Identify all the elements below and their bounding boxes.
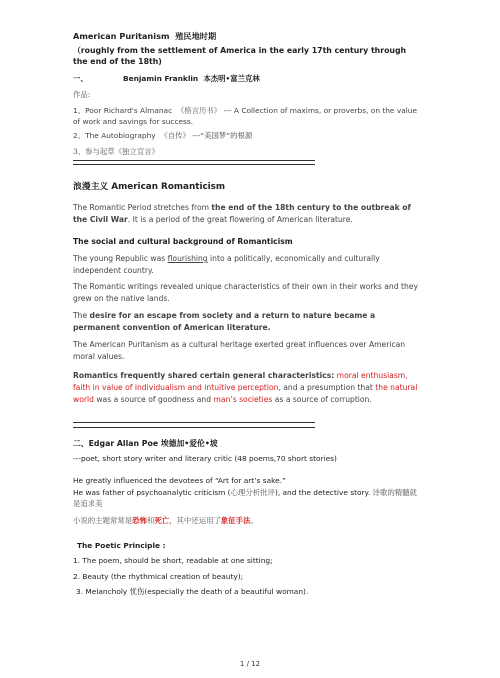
divider: [73, 164, 315, 165]
divider: [73, 160, 315, 161]
principle-item-1: 1. The poem, should be short, readable at one sitting;: [73, 556, 273, 565]
work-2-zh: 《自传》: [160, 131, 190, 140]
text: The Romantic Period stretches from: [73, 203, 212, 212]
poe-line-influence: He greatly influenced the devotees of “Art for art’s sake.”: [73, 476, 286, 485]
franklin-heading: [73, 73, 423, 84]
divider: [73, 422, 315, 423]
text-zh: 诗歌的精髓就是追求美: [73, 488, 417, 508]
text: 和: [146, 516, 155, 525]
paragraph-writings: The Romantic writings revealed unique characteristics of their own in their works and they grew on the native lands.: [73, 282, 418, 303]
poe-line-father: [73, 487, 423, 509]
text-bold: the end of the 18th century to the outbreak of the Civil War: [73, 203, 411, 224]
text: ), and the detective story.: [274, 488, 373, 497]
paragraph-period: [73, 202, 423, 226]
work-1-desc: --- A Collection of maxims, or proverbs, on the value of work and savings for success.: [73, 106, 418, 126]
paragraph-republic: [73, 253, 423, 277]
text: The young Republic was: [73, 254, 168, 263]
poe-line-roles: ---poet, short story writer and literary critic (48 poems,70 short stories): [73, 454, 337, 463]
text-bold: Romantics frequently shared certain general characteristics:: [73, 371, 335, 380]
section-title-puritanism: [73, 31, 423, 42]
text: ，其中还运用了: [169, 516, 221, 525]
heading-number: 一、: [73, 74, 88, 83]
principle-item-2: 2. Beauty (the rhythmical creation of beauty);: [73, 572, 244, 581]
paragraph-heritage: The American Puritanism as a cultural heritage exerted great influences over American moral values.: [73, 340, 406, 361]
text-red: 象征手法: [220, 516, 251, 525]
subheading-background: The social and cultural background of Romanticism: [73, 237, 293, 246]
poe-name: Edgar Allan Poe: [88, 439, 159, 448]
heading-number: 二、: [73, 439, 89, 448]
text: 。: [250, 516, 258, 525]
title-zh: 殖民地时期: [175, 31, 217, 41]
text: into a politically, economically and culturally independent country.: [73, 254, 380, 275]
text-red: 死亡: [154, 516, 170, 525]
text-red: the natural world: [73, 383, 418, 404]
text-red: moral enthusiasm, faith in value of individualism and intuitive perception: [73, 371, 408, 392]
section-title-romanticism: [73, 182, 423, 193]
heading-zh: 浪漫主义: [73, 182, 109, 192]
franklin-name: Benjamin Franklin: [122, 74, 199, 83]
work-item-3: 3、参与起草《独立宣言》: [73, 147, 160, 156]
text: was a source of goodness and: [93, 395, 214, 404]
work-item-2: [73, 130, 423, 141]
principle-item-3: 3. Melancholy 忧伤(especially the death of a beautiful woman).: [76, 587, 309, 596]
text: as a source of corruption.: [272, 395, 372, 404]
text-bold: desire for an escape from society and a return to nature became a permanent convention of American literature.: [73, 311, 376, 332]
page-number: 1 / 12: [239, 660, 261, 668]
poe-name-zh: 埃德加•爱伦•坡: [160, 439, 218, 448]
work-item-1: [73, 105, 423, 127]
text-red: man’s societies: [213, 395, 273, 404]
period-subtitle: （roughly from the settlement of America in the early 17th century through the end of the 18th): [73, 46, 407, 66]
text: The: [73, 311, 90, 320]
text-red: 恐怖: [132, 516, 147, 525]
paragraph-escape: [73, 310, 423, 334]
section-title-poe: [73, 438, 423, 449]
text-underlined: flourishing: [167, 254, 208, 263]
text: He was father of psychoanalytic criticism (: [73, 488, 231, 497]
works-label: 作品:: [73, 90, 91, 99]
text-zh: 心理分析批评: [230, 488, 275, 497]
poe-line-themes: [73, 515, 423, 526]
text: , and a presumption that: [278, 383, 376, 392]
work-2-desc: ---“美国梦”的根源: [192, 131, 253, 140]
work-2-title: 2、The Autobiography: [73, 131, 156, 140]
text: . It is a period of the great flowering of American literature.: [127, 215, 353, 224]
divider: [73, 427, 315, 428]
title-en: American Puritanism: [73, 31, 170, 41]
heading-en: American Romanticism: [111, 182, 226, 192]
text: 小说的主题常常是: [73, 516, 133, 525]
poetic-principle-title: The Poetic Principle :: [77, 541, 166, 550]
paragraph-characteristics: [73, 370, 423, 406]
franklin-name-zh: 本杰明•富兰克林: [203, 74, 260, 83]
work-1-zh: 《格言历书》: [176, 106, 222, 115]
work-1-title: 1、Poor Richard's Almanac: [73, 106, 173, 115]
